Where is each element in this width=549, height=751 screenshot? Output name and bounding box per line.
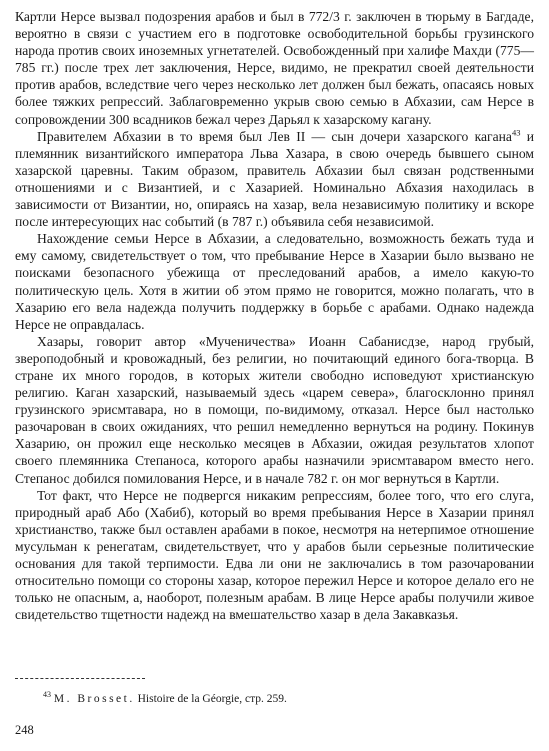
footnote-reference: 43	[511, 127, 521, 138]
paragraph-1: Картли Нерсе вызвал подозрения арабов и был в 772/3 г. заключен в тюрьму в Багдаде, вероятно в связи с участием его в подготовке освободительной борьбы грузинского народа против своих иноземных угнетателей. Освобожденный при халифе Махди (775—785 гг.) после трех лет заключения, Нерсе, видимо, не прекратил своей деятельности против арабов, вследствие чего через несколько лет должен был бежать, опасаясь новых более тяжких репрессий. Заблаговременно укрыв свою семью в Абхазии, сам Нерсе в сопровождении 300 всадников бежал через Дарьял к хазарскому кагану.	[15, 9, 534, 127]
footnote	[43, 692, 287, 706]
page-body	[15, 8, 534, 623]
paragraph-2	[15, 128, 534, 231]
paragraph-3: Нахождение семьи Нерсе в Абхазии, а следовательно, возможность бежать туда и ему самому, свидетельствует о том, что пребывание Нерсе в Хазарии было вызвано не поисками безопасного убежища от преследований арабов, а имело какую-то политическую цель. Хотя в житии об этом прямо не говорится, можно полагать, что в Хазарию его вела надежда получить поддержку в борьбе с арабами. Однако надежда Нерсе не оправдалась.	[15, 231, 534, 332]
footnote-text: Histoire de la Géorgie, стр. 259.	[134, 693, 287, 705]
paragraph-2-part-b: и племянник византийского императора Льва Хазара, в свою очередь бывшего сыном хазарской царевны. Таким образом, правитель Абхазии был связан родственными отношениями и с Византией, и с Хазарией. Номинально Абхазия находилась в зависимости от Византии, но, опираясь на хазар, вела независимую политику и вскоре после интересующих нас событий (в 787 г.) объявила себя независимой.	[15, 128, 534, 230]
footnote-author: M. Brosset.	[53, 693, 135, 705]
paragraph-5: Тот факт, что Нерсе не подвергся никаким репрессиям, более того, что его слуга, природный араб Або (Хабиб), который во время пребывания Нерсе в Хазарии принял христианство, также был оставлен арабами в покое, несмотря на нетерпимое отношение мусульман к ренегатам, свидетельствует, что у арабов были серьезные политические основания для такой терпимости. Едва ли они не заключались в том разочаровании относительно помощи со стороны хазар, которое пережил Нерсе и которое делало его не только не опасным, а, наоборот, полезным арабам. В лице Нерсе арабы получили живое свидетельство тщетности надежд на вмешательство хазар в дела Закавказья.	[15, 487, 534, 623]
paragraph-2-part-a: Правителем Абхазии в то время был Лев II — сын дочери хазарского кагана	[37, 128, 512, 144]
page-number: 248	[15, 723, 34, 737]
footnote-number: 43	[43, 690, 51, 700]
footnote-divider	[15, 678, 145, 679]
paragraph-4: Хазары, говорит автор «Мученичества» Иоанн Сабанисдзе, народ грубый, звероподобный и кровожадный, без религии, но почитающий единого бога-творца. В стране их много городов, в которых жители свободно исповедуют христианскую религию. Каган хазарский, называемый здесь «царем севера», благосклонно принял грузинского эрисмтавара, но в помощи, по-видимому, отказал. Нерсе был настолько разочарован в своих ожиданиях, что решил немедленно вернуться на родину. Покинув Хазарию, он прожил еще несколько месяцев в Абхазии, ожидая результатов хлопот своего племянника Степаноса, которого арабы назначили эрисмтаваром вместо него. Степанос добился помилования Нерсе, и в начале 782 г. он мог вернуться в Картли.	[15, 333, 534, 486]
